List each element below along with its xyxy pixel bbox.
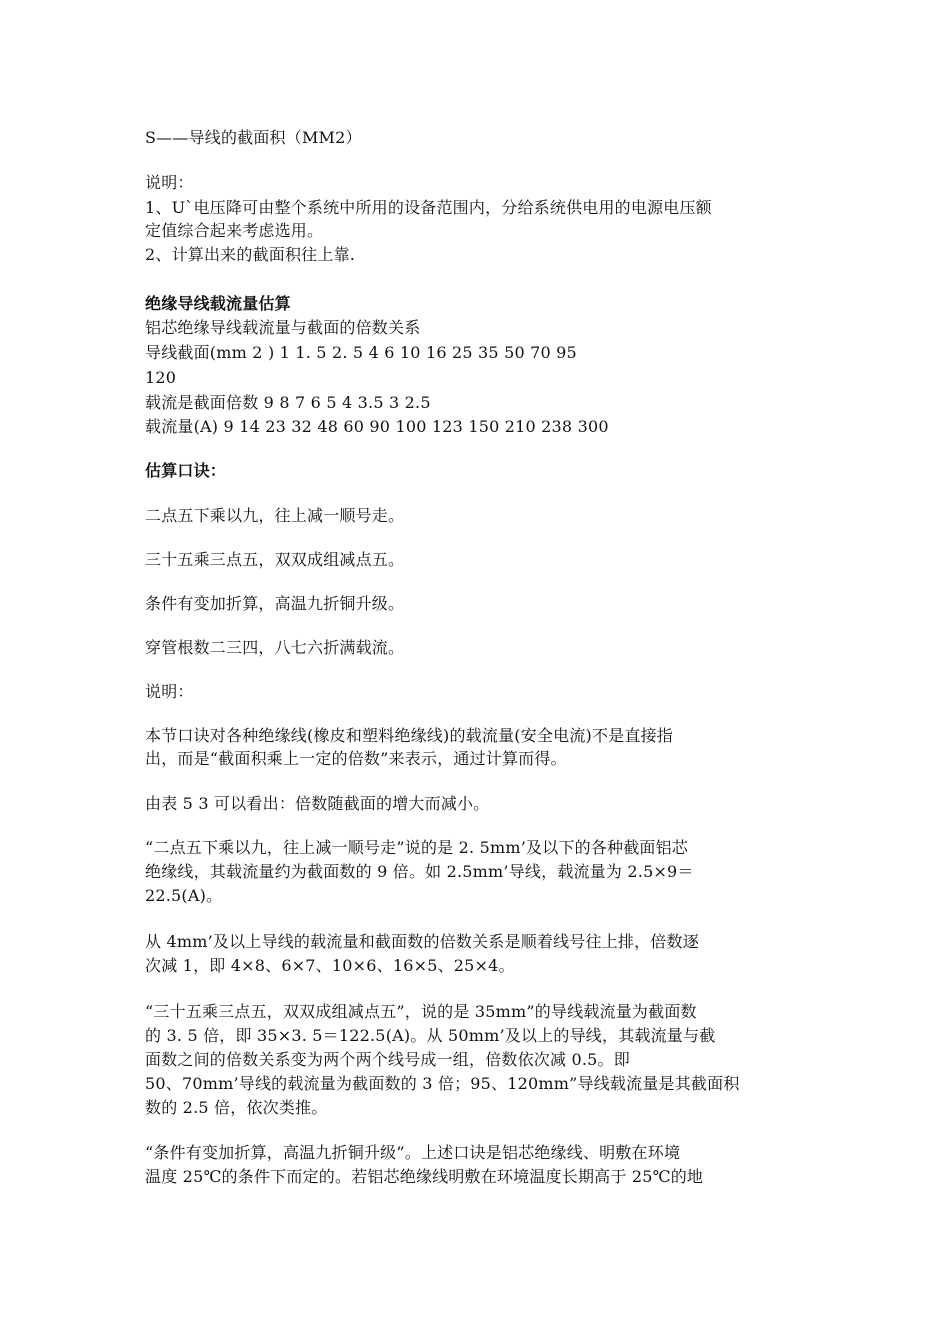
paragraph-5-line-5: 数的 2.5 倍，依次类推。 [145, 1098, 328, 1117]
paragraph-1-line-2: 出，而是“截面积乘上一定的倍数”来表示，通过计算而得。 [145, 749, 567, 768]
note-title: 说明： [145, 173, 194, 192]
table-row-multiple: 载流是截面倍数 9 8 7 6 5 4 3.5 3 2.5 [145, 393, 431, 412]
paragraph-4-line-2: 次减 1，即 4×8、6×7、10×6、16×5、25×4。 [145, 956, 515, 975]
paragraph-6-line-2: 温度 25℃的条件下而定的。若铝芯绝缘线明敷在环境温度长期高于 25℃的地 [145, 1167, 704, 1186]
paragraph-5-line-3: 面数之间的倍数关系变为两个两个线号成一组，倍数依次减 0.5。即 [145, 1050, 630, 1069]
paragraph-2: 由表 5 3 可以看出：倍数随截面的增大而减小。 [145, 794, 490, 813]
paragraph-3-line-2: 绝缘线，其载流量约为截面数的 9 倍。如 2.5mm’导线，载流量为 2.5×9＝ [145, 862, 694, 881]
table-row-section-line-2: 120 [145, 368, 177, 387]
mnemonic-line-3: 条件有变加折算，高温九折铜升级。 [145, 594, 405, 613]
mnemonic-line-1: 二点五下乘以九，往上减一顺号走。 [145, 506, 405, 525]
mnemonic-heading: 估算口诀： [145, 461, 227, 480]
table-row-current: 载流量(A) 9 14 23 32 48 60 90 100 123 150 210 238 300 [145, 417, 609, 436]
section-heading: 绝缘导线载流量估算 [145, 294, 291, 313]
table-title: 铝芯绝缘导线载流量与截面的倍数关系 [145, 318, 421, 337]
note-item-2: 2、计算出来的截面积往上靠. [145, 245, 356, 264]
formula-variable-definition: S——导线的截面积（MM2） [145, 128, 362, 147]
note-item-1-line-2: 定值综合起来考虑选用。 [145, 221, 324, 240]
mnemonic-line-2: 三十五乘三点五，双双成组减点五。 [145, 550, 405, 569]
paragraph-5-line-2: 的 3. 5 倍，即 35×3. 5＝122.5(A)。从 50mm’及以上的导线，其载流量与截 [145, 1026, 716, 1045]
paragraph-5-line-4: 50、70mm’导线的载流量为截面数的 3 倍；95、120mm”导线载流量是其截面积 [145, 1074, 740, 1093]
paragraph-5-line-1: “三十五乘三点五，双双成组减点五”，说的是 35mm”的导线载流量为截面数 [145, 1002, 697, 1021]
explanation-title: 说明： [145, 682, 194, 701]
paragraph-1-line-1: 本节口诀对各种绝缘线(橡皮和塑料绝缘线)的载流量(安全电流)不是直接指 [145, 726, 673, 745]
paragraph-3-line-1: “二点五下乘以九，往上减一顺号走”说的是 2. 5mm’及以下的各种截面铝芯 [145, 838, 689, 857]
paragraph-6-line-1: “条件有变加折算，高温九折铜升级”。上述口诀是铝芯绝缘线、明敷在环境 [145, 1143, 681, 1162]
paragraph-3-line-3: 22.5(A)。 [145, 886, 223, 905]
mnemonic-line-4: 穿管根数二三四，八七六折满载流。 [145, 638, 405, 657]
paragraph-4-line-1: 从 4mm’及以上导线的载流量和截面数的倍数关系是顺着线号往上排，倍数逐 [145, 932, 699, 951]
table-row-section-line-1: 导线截面(mm 2 ) 1 1. 5 2. 5 4 6 10 16 25 35 50 70 95 [145, 343, 577, 362]
note-item-1-line-1: 1、U`电压降可由整个系统中所用的设备范围内，分给系统供电用的电源电压额 [145, 198, 712, 217]
